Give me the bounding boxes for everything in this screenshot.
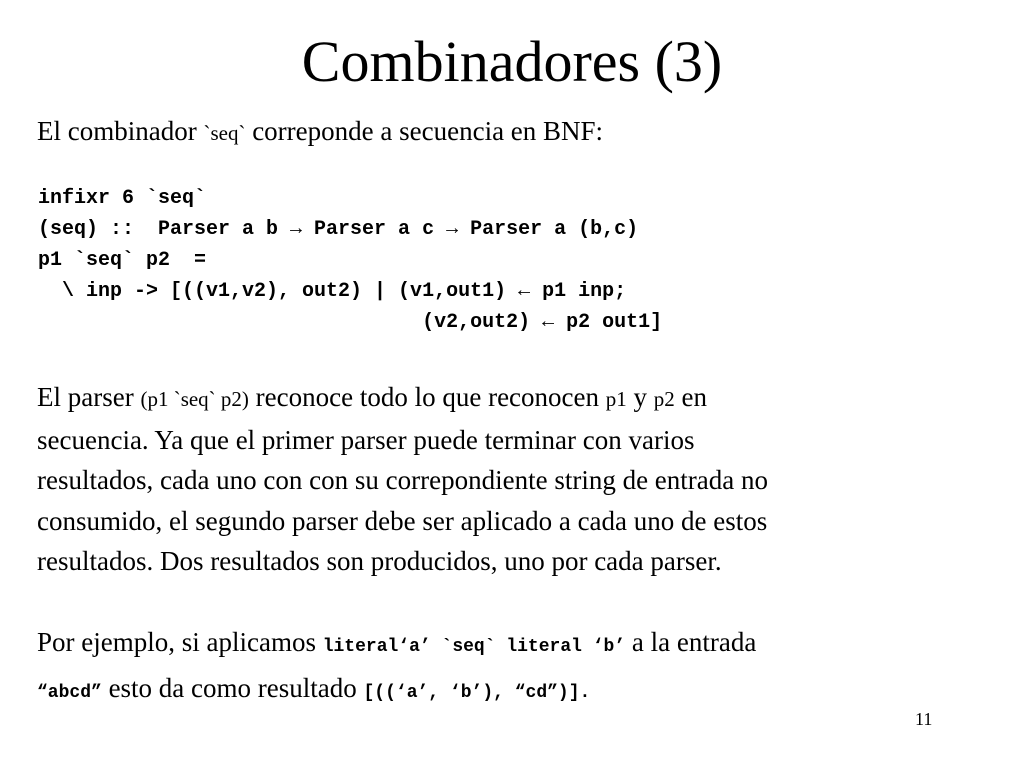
- example-paragraph: [37, 622, 997, 713]
- text-segment: esto da como resultado: [101, 672, 364, 703]
- text-segment: a la entrada: [625, 627, 757, 657]
- code-block: [38, 183, 662, 338]
- code-inline: “abcd”: [37, 682, 102, 703]
- slide-title: Combinadores (3): [301, 29, 723, 94]
- paragraph-line: [37, 668, 997, 714]
- seq-term: `seq`: [203, 121, 246, 145]
- code-term: p2: [653, 387, 675, 411]
- text-segment: Por ejemplo, si aplicamos: [37, 627, 323, 657]
- code-term: p1: [605, 387, 627, 411]
- paragraph-line: consumido, el segundo parser debe ser aplicado a cada uno de estos: [37, 505, 768, 536]
- intro-text-before: El combinador: [37, 116, 204, 146]
- intro-line: [37, 111, 603, 153]
- paragraph-line: [37, 377, 997, 420]
- code-term: (p1 `seq` p2): [140, 387, 249, 411]
- paragraph-line: secuencia. Ya que el primer parser puede terminar con varios: [37, 424, 695, 455]
- text-segment: El parser: [37, 382, 141, 412]
- intro-text-after: correponde a secuencia en BNF:: [245, 116, 604, 146]
- code-line: p1 `seq` p2 =: [38, 249, 207, 272]
- code-line: (seq) :: Parser a b → Parser a c → Parser a (b,c): [38, 218, 639, 241]
- paragraph-line: resultados, cada uno con con su correpondiente string de entrada no: [37, 465, 769, 495]
- code-line: infixr 6 `seq`: [38, 187, 207, 210]
- text-segment: en: [674, 382, 707, 412]
- code-inline: literal‘a’ `seq` literal ‘b’: [322, 637, 626, 657]
- text-segment: y: [626, 382, 654, 412]
- code-line: \ inp -> [((v1,v2), out2) | (v1,out1) ← p1 inp;: [38, 280, 627, 303]
- code-line: (v2,out2) ← p2 out1]: [38, 311, 663, 334]
- explanation-paragraph: [37, 377, 997, 582]
- page-number: 11: [915, 709, 933, 729]
- text-segment: reconoce todo lo que reconocen: [248, 382, 606, 412]
- paragraph-line: resultados. Dos resultados son producidos, uno por cada parser.: [37, 546, 722, 576]
- paragraph-line: [37, 622, 997, 668]
- code-inline: [((‘a’, ‘b’), “cd”)].: [363, 682, 591, 703]
